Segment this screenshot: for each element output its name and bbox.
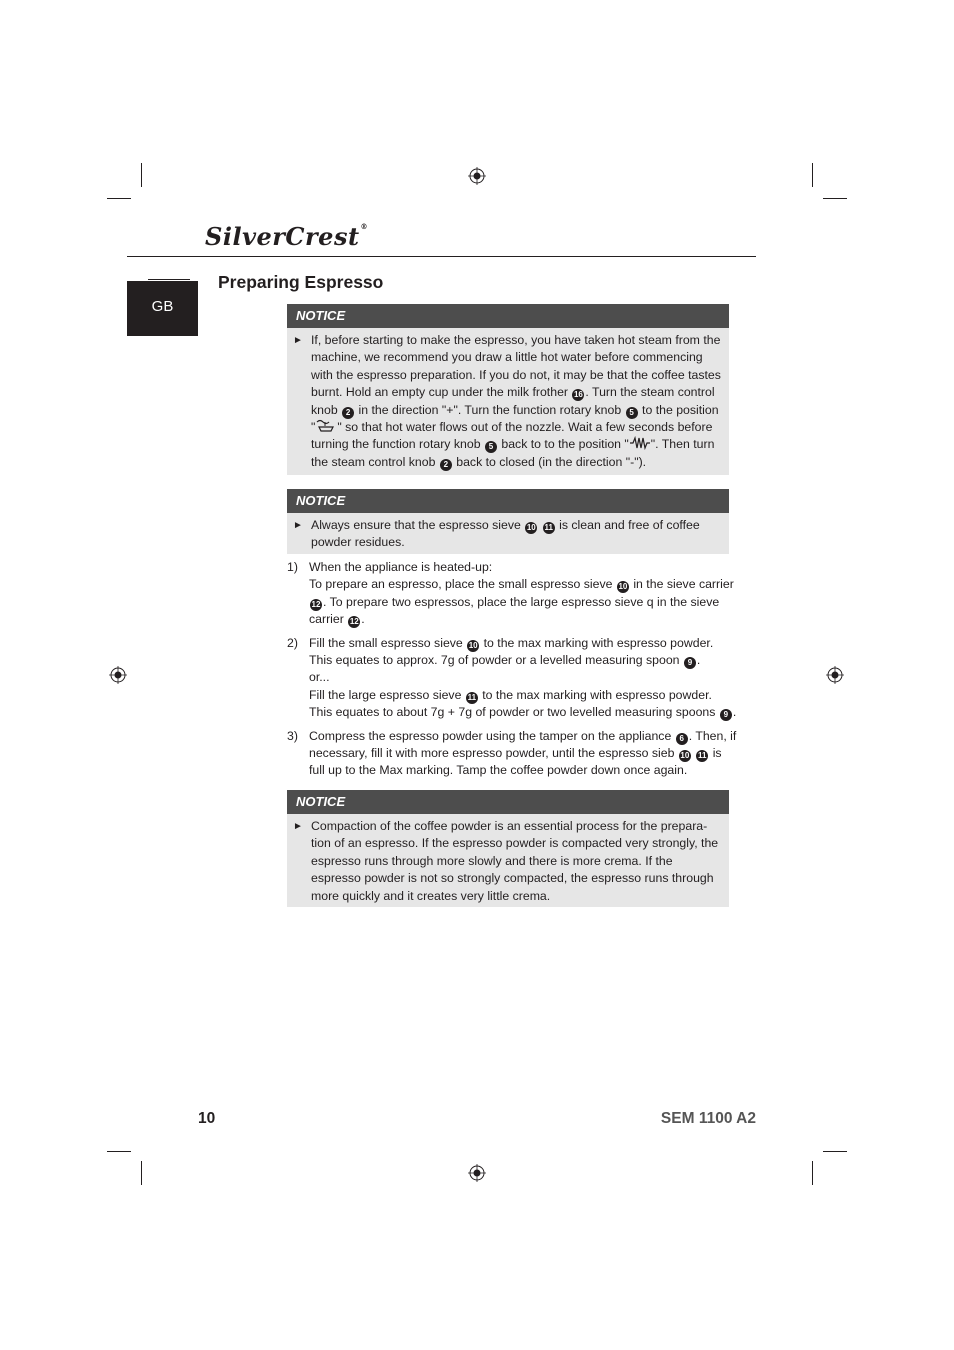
part-number-badge: 10 [618,582,628,592]
crop-mark [812,163,813,187]
step-text-block [309,652,737,669]
step-text: or... [309,670,330,685]
notice-text: If, before starting to make the espresso, you have taken hot steam from the machine, we recommend you draw a little hot water before commencing with the espresso preparation. If you do not, it may be that the coffee tastes burnt. Hold an empty cup under the milk frother [311,333,721,400]
step-text: To prepare an espresso, place the small espresso sieve [309,577,616,592]
notice-body [287,513,729,558]
crop-mark [107,1151,131,1152]
bullet-arrow-icon: ► [293,335,303,346]
hot-water-symbol-icon [315,419,337,433]
part-number-badge: 11 [698,751,707,761]
step-text-block [309,635,737,652]
language-tab-line [148,279,190,280]
list-item [287,635,737,722]
registered-mark-icon: ® [360,222,369,231]
crop-mark [812,1161,813,1185]
notice-text: . Turn the steam control knob [311,385,715,417]
step-text: . [696,653,701,668]
part-number-badge: 5 [485,441,497,453]
crop-mark [823,198,847,199]
part-number-badge: 6 [676,733,688,745]
part-number-badge: 16 [573,390,583,400]
notice-text: ". Then turn the steam control knob [311,437,715,469]
bullet-arrow-icon: ► [293,821,303,832]
notice-text: back to closed (in the direction "-"). [452,454,647,469]
part-number-badge: 10 [680,751,690,761]
step-text-block [309,728,737,780]
step-text-block [309,576,737,628]
bullet-arrow-icon: ► [293,520,303,531]
step-text: is full up to the Max marking. Tamp the coffee powder down once again. [309,746,722,778]
notice-text: to the position " [311,402,719,435]
notice-text: Compaction of the coffee powder is an essential process for the prepara-tion of an espresso. If the espresso powder is compacted very strongly, the espresso runs through more slowly and there is more crema. If the espresso powder is not so strongly compacted, the espresso runs through more quickly and it creates very little crema. [311,819,719,903]
notice-label: NOTICE [287,489,729,513]
instruction-steps [287,559,737,786]
part-number-badge: 10 [468,640,478,650]
header-rule [127,256,756,257]
notice-text: Always ensure that the espresso sieve [311,518,525,532]
step-text: When the appliance is heated-up: [309,560,493,574]
notice-text: back to to the position " [497,437,629,452]
step-text: to the max marking with espresso powder. This equates to about 7g + 7g of powder or two levelled measuring spoons [309,687,719,720]
language-tab: GB [127,281,198,336]
notice-label: NOTICE [287,790,729,814]
list-item [287,728,737,780]
part-number-badge: 11 [544,523,553,532]
part-number-badge: 9 [720,709,732,721]
part-number-badge: 12 [311,599,321,609]
step-number: 3) [287,728,298,743]
registration-mark-icon [468,1164,486,1182]
list-item [287,559,737,629]
part-number-badge: 2 [440,459,452,471]
brand-text: SilverCrest [205,222,360,251]
part-number-badge: 10 [526,523,536,532]
brand-logo [205,222,368,251]
step-text: Fill the large espresso sieve [309,687,465,702]
step-number: 2) [287,635,298,650]
part-number-badge: 9 [684,657,696,669]
crop-mark [141,1161,142,1185]
step-text: This equates to approx. 7g of powder or a levelled measuring spoon [309,653,683,668]
notice-box [287,790,729,907]
registration-mark-icon [468,167,486,185]
notice-body [287,328,729,477]
notice-body [287,814,729,911]
crop-mark [107,198,131,199]
step-text: Fill the small espresso sieve [309,635,467,650]
notice-box [287,489,729,554]
step-text-block [309,687,737,722]
step-text: in the sieve carrier [629,577,734,592]
section-title: Preparing Espresso [218,272,384,292]
registration-mark-icon [826,666,844,684]
step-text: . [361,612,365,627]
step-text: . To prepare two espressos, place the large espresso sieve q in the sieve carrier [309,594,720,627]
page-number: 10 [198,1110,216,1127]
notice-text: in the direction "+". Turn the function rotary knob [355,402,625,417]
step-text: Compress the espresso powder using the tamper on the appliance [309,728,675,743]
model-number: SEM 1100 A2 [660,1110,756,1127]
notice-label: NOTICE [287,304,729,328]
crop-mark [141,163,142,187]
notice-text: is clean and free of coffee powder residues. [311,518,700,550]
notice-text: " so that hot water flows out of the nozzle. Wait a few seconds before turning the function rotary knob [311,420,713,452]
step-text: . [732,705,737,720]
part-number-badge: 11 [467,692,477,702]
step-text: to the max marking with espresso powder. [480,635,714,650]
notice-box [287,304,729,475]
coffee-wave-symbol-icon [629,436,651,450]
registration-mark-icon [109,666,127,684]
part-number-badge: 2 [342,407,354,419]
part-number-badge: 12 [349,617,359,627]
step-number: 1) [287,560,298,574]
step-text: . Then, if necessary, fill it with more espresso powder, until the espresso sieb [309,728,737,761]
crop-mark [823,1151,847,1152]
part-number-badge: 5 [626,407,638,419]
